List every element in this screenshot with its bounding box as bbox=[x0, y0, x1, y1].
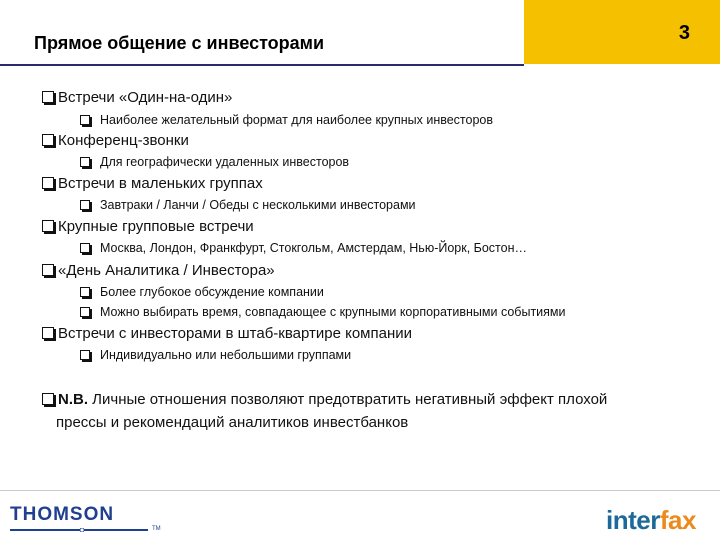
bullet-text: Конференц-звонки bbox=[58, 132, 189, 149]
sub-bullet-text: Наиболее желательный формат для наиболее крупных инвесторов bbox=[100, 113, 494, 127]
slide-header bbox=[0, 0, 720, 66]
bullet-text: Встречи в маленьких группах bbox=[58, 175, 263, 192]
checkbox-bullet-icon bbox=[42, 91, 54, 103]
page-number: 3 bbox=[678, 22, 690, 44]
thomson-underline-icon bbox=[10, 528, 148, 532]
interfax-logo-part: fax bbox=[659, 505, 696, 535]
checkbox-bullet-icon bbox=[42, 177, 54, 189]
footer-divider bbox=[0, 490, 720, 491]
checkbox-bullet-icon bbox=[42, 264, 54, 276]
sub-bullet bbox=[80, 241, 527, 255]
checkbox-bullet-icon bbox=[42, 327, 54, 339]
bullet-one-on-one bbox=[42, 89, 232, 106]
sub-bullet bbox=[80, 285, 324, 299]
bullet-text: Встречи с инвесторами в штаб-квартире компании bbox=[58, 325, 412, 342]
checkbox-bullet-icon bbox=[42, 220, 54, 232]
interfax-logo-part: inter bbox=[606, 505, 660, 535]
bullet-analyst-day bbox=[42, 262, 275, 279]
nb-text-continued: прессы и рекомендаций аналитиков инвестбанков bbox=[56, 414, 409, 431]
checkbox-bullet-icon bbox=[80, 350, 90, 360]
checkbox-bullet-icon bbox=[80, 157, 90, 167]
sub-bullet-text: Завтраки / Ланчи / Обеды с несколькими инвесторами bbox=[100, 198, 416, 212]
sub-bullet bbox=[80, 155, 349, 169]
bullet-text: «День Аналитика / Инвестора» bbox=[58, 262, 275, 279]
nb-text: Личные отношения позволяют предотвратить негативный эффект плохой bbox=[88, 391, 608, 408]
sub-bullet-text: Для географически удаленных инвесторов bbox=[100, 155, 350, 169]
checkbox-bullet-icon bbox=[42, 393, 54, 405]
page-title: Прямое общение с инвесторами bbox=[34, 33, 325, 53]
bullet-conference-calls bbox=[42, 132, 189, 149]
title-bar bbox=[0, 0, 524, 66]
checkbox-bullet-icon bbox=[80, 200, 90, 210]
checkbox-bullet-icon bbox=[80, 307, 90, 317]
sub-bullet bbox=[80, 305, 566, 319]
checkbox-bullet-icon bbox=[42, 134, 54, 146]
sub-bullet bbox=[80, 198, 416, 212]
interfax-logo bbox=[606, 505, 696, 536]
checkbox-bullet-icon bbox=[80, 287, 90, 297]
thomson-wordmark: THOMSON bbox=[10, 504, 115, 525]
trademark-mark: TM bbox=[152, 526, 161, 532]
sub-bullet-text: Москва, Лондон, Франкфурт, Стокгольм, Амстердам, Нью-Йорк, Бостон… bbox=[100, 241, 528, 255]
sub-bullet bbox=[80, 348, 351, 362]
bullet-text: Встречи «Один-на-один» bbox=[58, 89, 233, 106]
sub-bullet-text: Индивидуально или небольшими группами bbox=[100, 348, 352, 362]
checkbox-bullet-icon bbox=[80, 115, 90, 125]
thomson-logo bbox=[10, 504, 160, 534]
sub-bullet bbox=[80, 113, 493, 127]
bullet-text: Крупные групповые встречи bbox=[58, 218, 254, 235]
sub-bullet-text: Можно выбирать время, совпадающее с крупными корпоративными событиями bbox=[100, 305, 566, 319]
sub-bullet-text: Более глубокое обсуждение компании bbox=[100, 285, 324, 299]
page-number-panel bbox=[524, 0, 720, 64]
checkbox-bullet-icon bbox=[80, 243, 90, 253]
nb-label: N.B. bbox=[58, 391, 88, 408]
bullet-headquarters-meetings bbox=[42, 325, 412, 342]
bullet-small-groups bbox=[42, 175, 263, 192]
nb-note bbox=[42, 391, 607, 408]
bullet-large-group-meetings bbox=[42, 218, 254, 235]
